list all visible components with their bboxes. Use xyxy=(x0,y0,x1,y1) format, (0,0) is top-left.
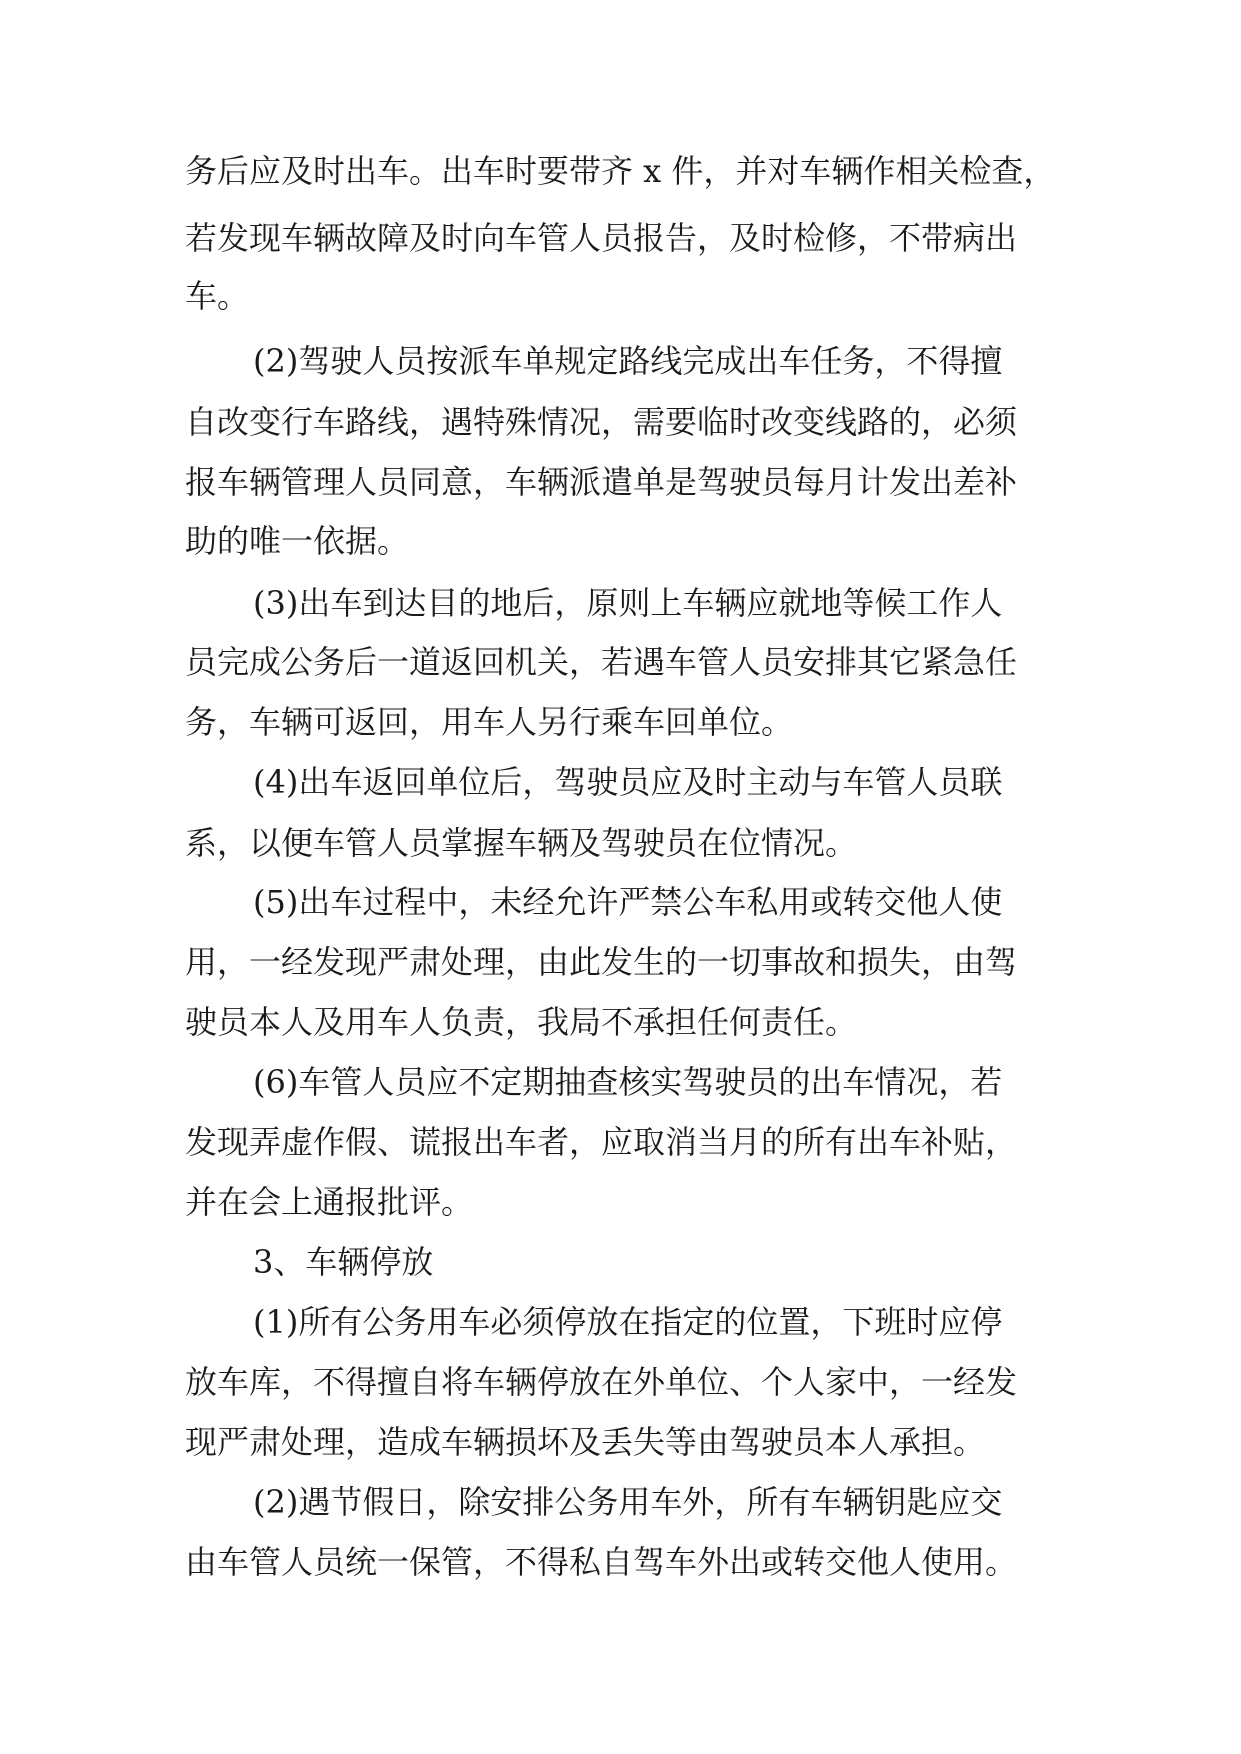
text-line: 若发现车辆故障及时向车管人员报告，及时检修，不带病出 xyxy=(185,219,1018,257)
text-line: 并在会上通报批评。 xyxy=(185,1183,474,1221)
text-line: 车。 xyxy=(185,277,250,315)
text-line: (2)驾驶人员按派车单规定路线完成出车任务，不得擅 xyxy=(253,342,1003,380)
text-line: 发现弄虚作假、谎报出车者，应取消当月的所有出车补贴， xyxy=(185,1123,1018,1161)
text-line: 现严肃处理，造成车辆损坏及丢失等由驾驶员本人承担。 xyxy=(185,1423,986,1461)
text-line: 自改变行车路线，遇特殊情况，需要临时改变线路的，必须 xyxy=(185,403,1018,441)
text-line: 务，车辆可返回，用车人另行乘车回单位。 xyxy=(185,703,794,741)
text-line: (5)出车过程中，未经允许严禁公车私用或转交他人使 xyxy=(253,883,1003,921)
text-line: 放车库，不得擅自将车辆停放在外单位、个人家中，一经发 xyxy=(185,1363,1018,1401)
text-line: (4)出车返回单位后，驾驶员应及时主动与车管人员联 xyxy=(253,763,1003,801)
text-line: 系，以便车管人员掌握车辆及驾驶员在位情况。 xyxy=(185,824,858,862)
text-line: 员完成公务后一道返回机关，若遇车管人员安排其它紧急任 xyxy=(185,643,1018,681)
text-line: 驶员本人及用车人负责，我局不承担任何责任。 xyxy=(185,1003,858,1041)
text-line: 助的唯一依据。 xyxy=(185,522,410,560)
text-line: (3)出车到达目的地后，原则上车辆应就地等候工作人 xyxy=(253,584,1003,622)
text-line: 用，一经发现严肃处理，由此发生的一切事故和损失，由驾 xyxy=(185,943,1018,981)
text-line: 务后应及时出车。出车时要带齐 x 件，并对车辆作相关检查， xyxy=(185,152,1056,190)
text-line: (6)车管人员应不定期抽查核实驾驶员的出车情况，若 xyxy=(253,1063,1003,1101)
text-line: (2)遇节假日，除安排公务用车外，所有车辆钥匙应交 xyxy=(253,1483,1003,1521)
text-line: 报车辆管理人员同意，车辆派遣单是驾驶员每月计发出差补 xyxy=(185,463,1018,501)
section-heading: 3、车辆停放 xyxy=(253,1243,434,1281)
text-line: 由车管人员统一保管，不得私自驾车外出或转交他人使用。 xyxy=(185,1543,1018,1581)
text-line: (1)所有公务用车必须停放在指定的位置，下班时应停 xyxy=(253,1303,1003,1341)
